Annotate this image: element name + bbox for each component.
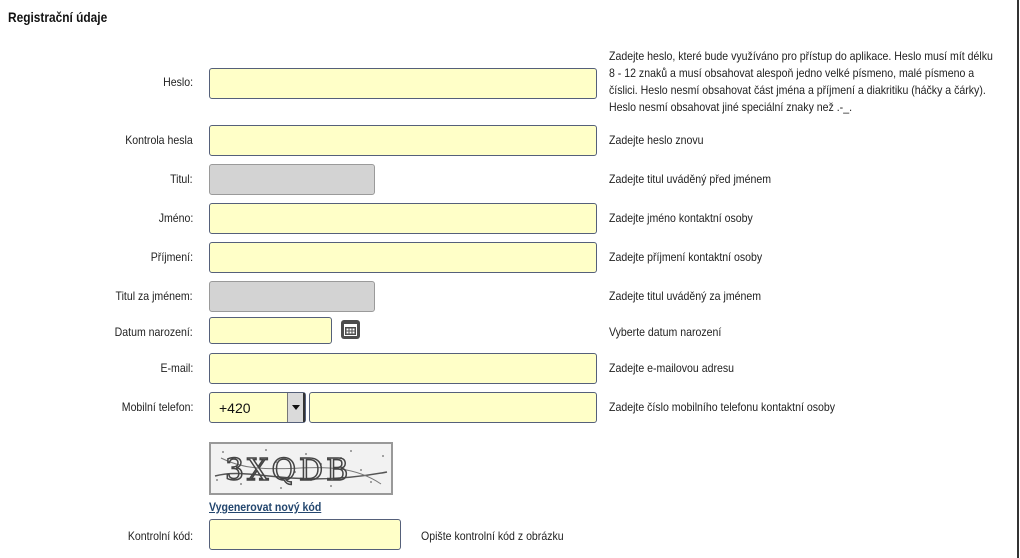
- mobile-input[interactable]: [309, 392, 597, 423]
- title-after-select[interactable]: [209, 281, 375, 312]
- phone-prefix-value: +420: [219, 400, 251, 416]
- password-input[interactable]: [209, 68, 597, 99]
- first-name-hint: Zadejte jméno kontaktní osoby: [609, 211, 753, 225]
- last-name-input[interactable]: [209, 242, 597, 273]
- control-code-input[interactable]: [209, 519, 401, 550]
- captcha-image: [209, 442, 393, 495]
- captcha-text: 3XQDB: [225, 453, 352, 488]
- password-label: Heslo:: [163, 75, 193, 89]
- last-name-label: Příjmení:: [150, 250, 193, 264]
- password-hint: Zadejte heslo, které bude využíváno pro přístup do aplikace. Heslo musí mít délku 8 - 12 znaků a musí obsahovat alespoň jedno velké písmeno, malé písmeno a číslici. Heslo nesmí obsahovat část jména a příjmení a diakritiku (háčky a čárky). Heslo nesmí obsahovat jiné speciální znaky než .-_.: [609, 49, 993, 114]
- birth-date-input[interactable]: [209, 317, 332, 344]
- password-check-label: Kontrola hesla: [125, 133, 193, 147]
- control-code-hint: Opište kontrolní kód z obrázku: [421, 529, 564, 543]
- first-name-label: Jméno:: [158, 211, 193, 225]
- regenerate-captcha-link[interactable]: Vygenerovat nový kód: [209, 500, 322, 514]
- email-input[interactable]: [209, 353, 597, 384]
- title-before-hint: Zadejte titul uváděný před jménem: [609, 172, 772, 186]
- birth-date-label: Datum narození:: [114, 325, 193, 339]
- control-code-label: Kontrolní kód:: [127, 529, 193, 543]
- chevron-down-icon[interactable]: [287, 393, 305, 422]
- email-hint: Zadejte e-mailovou adresu: [609, 361, 735, 375]
- title-before-select[interactable]: [209, 164, 375, 195]
- mobile-label: Mobilní telefon:: [121, 400, 193, 414]
- phone-prefix-select[interactable]: [209, 392, 306, 423]
- calendar-icon: [344, 323, 357, 336]
- birth-date-hint: Vyberte datum narození: [609, 325, 722, 339]
- window-edge: [1017, 0, 1019, 558]
- section-title: Registrační údaje: [8, 9, 108, 25]
- mobile-hint: Zadejte číslo mobilního telefonu kontaktní osoby: [609, 400, 836, 414]
- title-after-hint: Zadejte titul uváděný za jménem: [609, 289, 762, 303]
- first-name-input[interactable]: [209, 203, 597, 234]
- last-name-hint: Zadejte příjmení kontaktní osoby: [609, 250, 763, 264]
- password-check-hint: Zadejte heslo znovu: [609, 133, 704, 147]
- title-before-label: Titul:: [170, 172, 193, 186]
- title-after-label: Titul za jménem:: [115, 289, 193, 303]
- email-label: E-mail:: [160, 361, 193, 375]
- calendar-button[interactable]: [341, 320, 360, 339]
- password-check-input[interactable]: [209, 125, 597, 156]
